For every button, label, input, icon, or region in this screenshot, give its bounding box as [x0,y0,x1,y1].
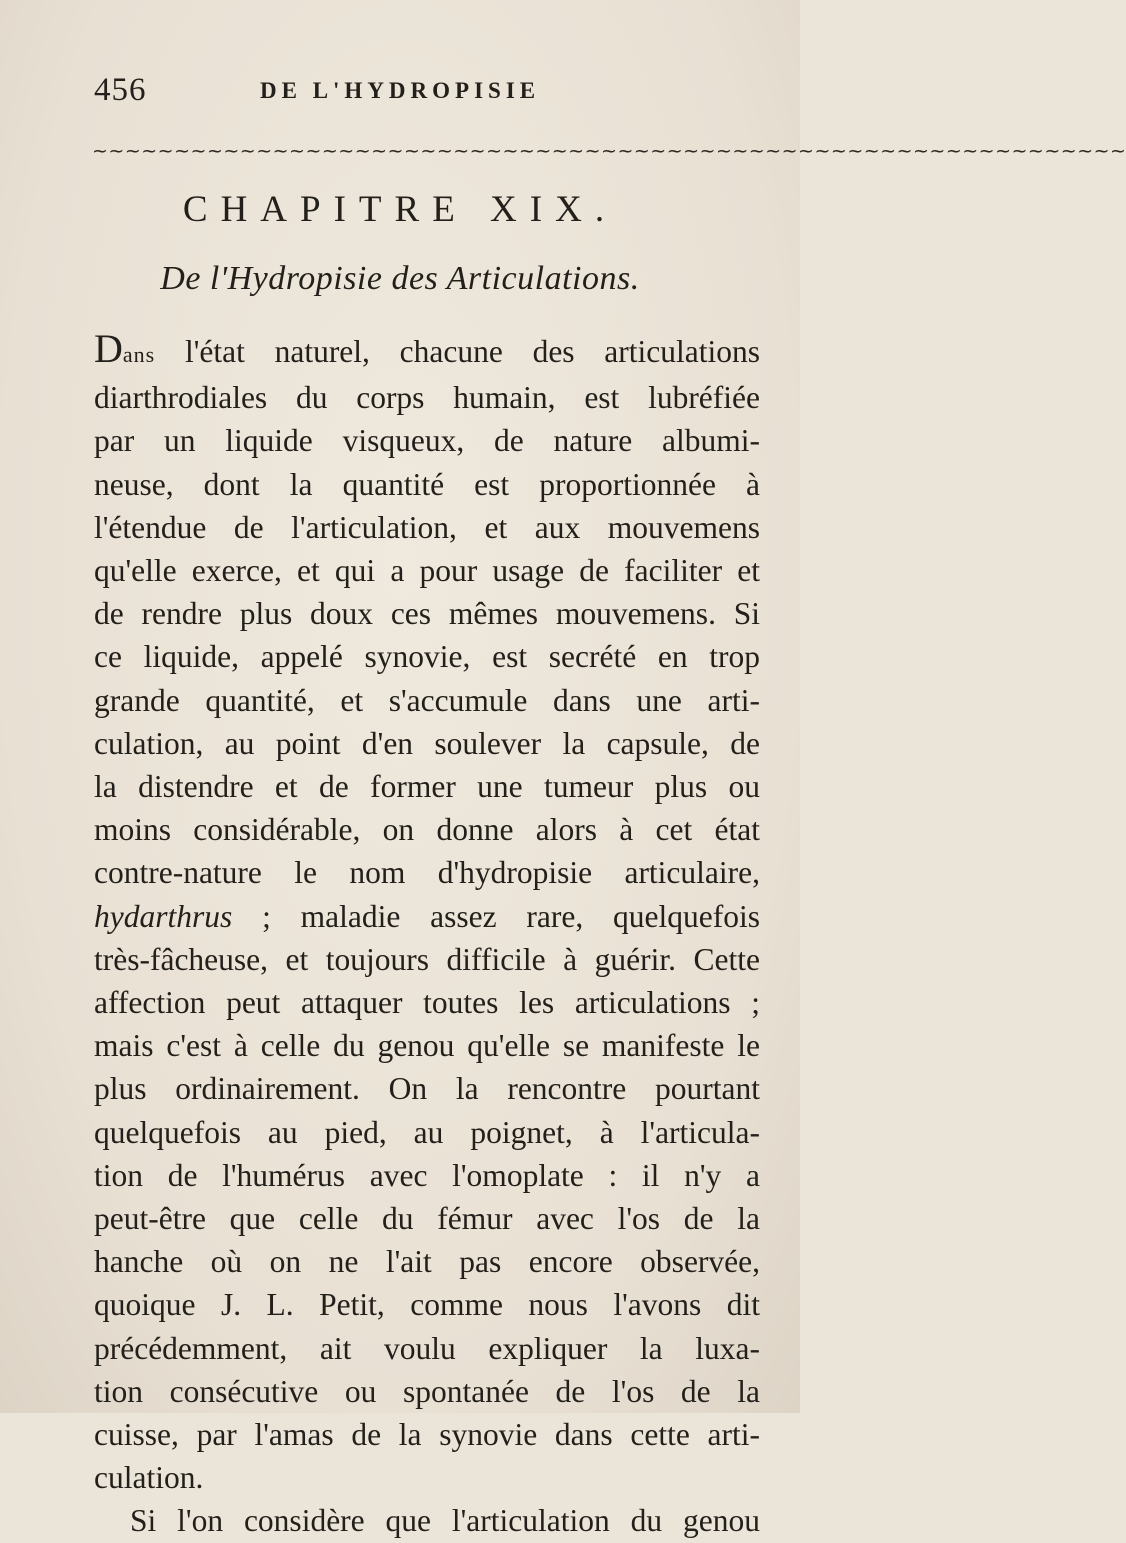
text-line: culation. [94,1460,204,1496]
text-line: plus ordinairement. On la rencontre pourtant [94,1071,760,1107]
text-line: affection peut attaquer toutes les articulations ; [94,985,760,1021]
text-line [94,327,760,376]
drop-cap: D [94,326,123,371]
text-line: quelquefois au pied, au poignet, à l'articula- [94,1114,760,1150]
text-line: qu'elle exerce, et qui a pour usage de faciliter et [94,553,760,589]
line-text: l'état naturel, chacune des articulations [155,334,760,369]
text-line: mais c'est à celle du genou qu'elle se manifeste le [94,1028,760,1064]
chapter-heading: CHAPITRE XIX. [182,189,618,230]
body-text [94,327,760,1543]
page-number: 456 [94,72,147,108]
text-line: moins considérable, on donne alors à cet état [94,812,760,848]
text-line: culation, au point d'en soulever la capsule, de [94,725,760,761]
text-line: par un liquide visqueux, de nature albumi- [94,423,760,459]
text-line: peut-être que celle du fémur avec l'os de la [94,1201,760,1237]
text-line: précédemment, ait voulu expliquer la luxa- [94,1330,760,1366]
text-line: neuse, dont la quantité est proportionnée à [94,466,760,502]
text-line: tion consécutive ou spontanée de l'os de la [94,1373,760,1409]
running-head [94,72,754,112]
text-line: contre-nature le nom d'hydropisie articulaire, [94,855,760,891]
text-line: quoique J. L. Petit, comme nous l'avons dit [94,1287,760,1323]
text-line: ce liquide, appelé synovie, est secrété en trop [94,639,760,675]
text-line: diarthrodiales du corps humain, est lubréfiée [94,380,760,416]
text-line: grande quantité, et s'accumule dans une arti- [94,682,760,718]
text-line: très-fâcheuse, et toujours difficile à guérir. Cette [94,941,760,977]
text-line [94,895,760,938]
italic-term: hydarthrus [94,898,233,934]
text-line: hanche où on ne l'ait pas encore observée, [94,1244,760,1280]
text-line: la distendre et de former une tumeur plus ou [94,769,760,805]
text-line: Si l'on considère que l'articulation du genou [130,1503,760,1539]
text-line: cuisse, par l'amas de la synovie dans cette arti- [94,1417,760,1453]
drop-cap-continuation: ans [122,342,156,367]
chapter-subtitle: De l'Hydropisie des Articulations. [160,260,640,297]
text-line: l'étendue de l'articulation, et aux mouvemens [94,509,760,545]
line-text: ; maladie assez rare, quelquefois [232,898,760,934]
text-line: de rendre plus doux ces mêmes mouvemens. Si [94,596,760,632]
running-title: DE L'HYDROPISIE [260,78,541,103]
text-line: tion de l'humérus avec l'omoplate : il n'y a [94,1157,760,1193]
ornamental-rule: ~~~~~~~~~~~~~~~~~~~~~~~~~~~~~~~~~~~~~~~~~~~~~~~~~~~~~~~~~~~~~~~ [92,140,1126,162]
